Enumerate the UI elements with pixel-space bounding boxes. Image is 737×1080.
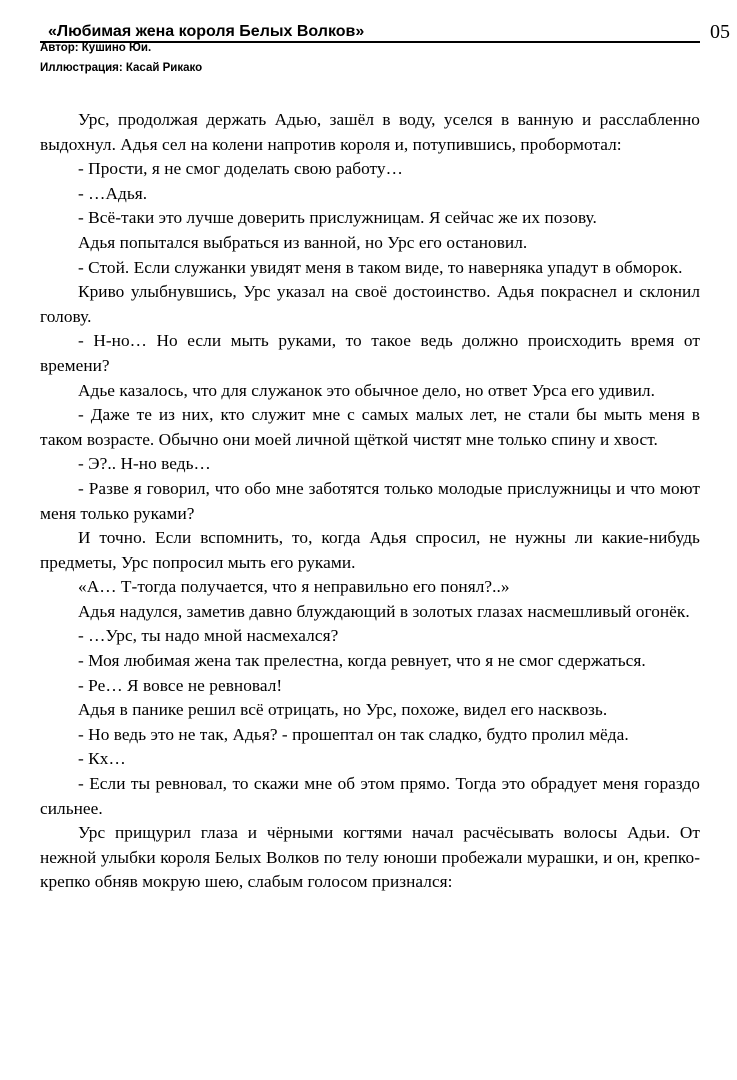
paragraph: - Моя любимая жена так прелестна, когда ревнует, что я не смог сдержаться. [78,651,646,671]
paragraph: - …Адья. [78,183,148,203]
paragraph: - Прости, я не смог доделать свою работу… [78,159,403,179]
paragraph: Адье казалось, что для служанок это обычное дело, но ответ Урса его удивил. [78,380,655,400]
paragraph: - Стой. Если служанки увидят меня в таком виде, то наверняка упадут в обморок. [78,257,683,277]
paragraph: - Э?.. Н-но ведь… [78,454,211,474]
author-credit: Автор: Кушино Юи. [40,42,152,54]
paragraph: Урс прищурил глаза и чёрными когтями начал расчёсывать волосы Адьи. От нежной улыбки короля Белых Волков по телу юноши пробежали мурашки, и он, крепко-крепко обняв мокрую шею, слабым голосом признался: [40,823,700,892]
page-number: 05 [710,21,730,43]
paragraph: - Ре… Я вовсе не ревновал! [78,675,283,695]
paragraph: - Всё-таки это лучше доверить прислужницам. Я сейчас же их позову. [78,208,597,228]
paragraph: - Даже те из них, кто служит мне с самых малых лет, не стали бы мыть меня в таком возрасте. Обычно они моей личной щёткой чистят мне только спину и хвост. [40,405,700,449]
paragraph: - Разве я говорил, что обо мне заботятся только молодые прислужницы и что моют меня только руками? [40,478,700,523]
illustrator-credit: Иллюстрация: Касай Рикако [40,62,203,74]
paragraph: - Но ведь это не так, Адья? - прошептал он так сладко, будто пролил мёда. [78,724,629,744]
paragraph: - Если ты ревновал, то скажи мне об этом прямо. Тогда это обрадует меня гораздо сильнее. [40,774,700,818]
story-text [40,108,700,895]
paragraph: - Н-но… Но если мыть руками, то такое ведь должно происходить время от времени? [40,331,700,375]
book-title: «Любимая жена короля Белых Волков» [48,23,365,40]
paragraph: Адья попытался выбраться из ванной, но Урс его остановил. [78,232,528,252]
paragraph: И точно. Если вспомнить, то, когда Адья спросил, не нужны ли какие-нибудь предметы, Урс попросил мыть его руками. [40,528,700,572]
paragraph: Урс, продолжая держать Адью, зашёл в воду, уселся в ванную и расслабленно выдохнул. Адья сел на колени напротив короля и, потупившись, пробормотал: [40,110,700,154]
paragraph: Адья в панике решил всё отрицать, но Урс, похоже, видел его насквозь. [78,700,608,720]
paragraph: «А… Т-тогда получается, что я неправильно его понял?..» [78,577,510,597]
paragraph: - …Урс, ты надо мной насмехался? [78,626,339,646]
paragraph: - Кх… [78,749,126,769]
paragraph: Криво улыбнувшись, Урс указал на своё достоинство. Адья покраснел и склонил голову. [40,282,700,326]
paragraph: Адья надулся, заметив давно блуждающий в золотых глазах насмешливый огонёк. [78,601,690,621]
